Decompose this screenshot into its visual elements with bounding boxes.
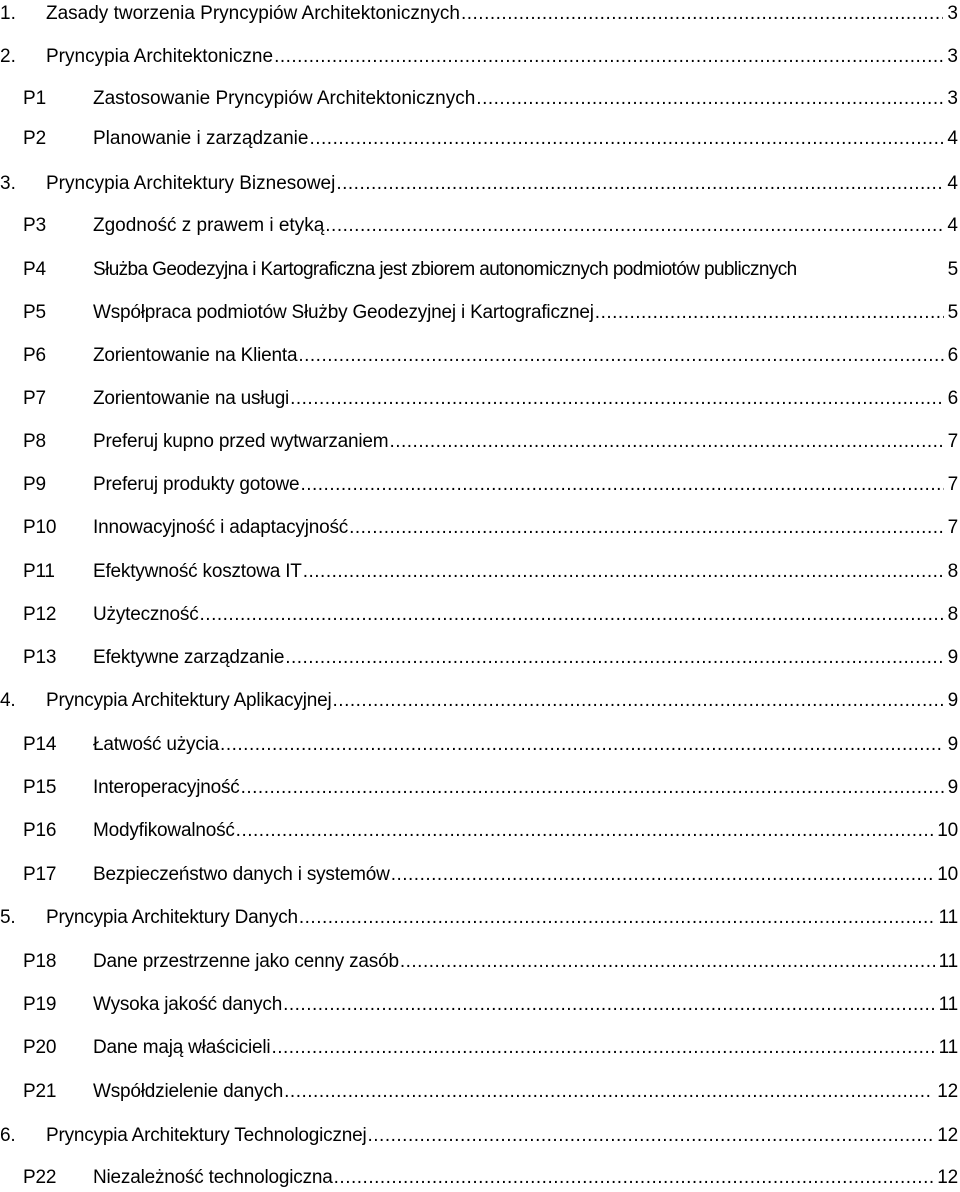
toc-entry-number: P10 (23, 517, 57, 538)
toc-entry-number: P3 (23, 215, 47, 236)
toc-entry-title: Dane przestrzenne jako cenny zasób (93, 951, 399, 972)
dot-leader (476, 86, 943, 112)
toc-entry-line (46, 171, 958, 197)
toc-entry-line (93, 602, 958, 628)
toc-entry-line (93, 472, 958, 498)
toc-entry-p16[interactable] (0, 818, 960, 844)
toc-entry-line (93, 1035, 958, 1061)
toc-entry-line (46, 1, 958, 27)
toc-entry-line (93, 343, 958, 369)
toc-entry-page: 4 (947, 215, 958, 236)
toc-entry-title: Zastosowanie Pryncypiów Architektonicznych (93, 88, 476, 109)
toc-entry-p20[interactable] (0, 1035, 960, 1061)
dot-leader (283, 992, 935, 1018)
dot-leader (285, 645, 943, 671)
toc-entry-number: P12 (23, 604, 57, 625)
toc-entry-title: Efektywność kosztowa IT (93, 561, 302, 582)
toc-entry-line (93, 732, 958, 758)
toc-entry-title: Efektywne zarządzanie (93, 647, 285, 668)
toc-entry-line (93, 818, 958, 844)
toc-entry-title: Niezależność technologiczna (93, 1167, 333, 1188)
toc-entry-line (93, 126, 958, 152)
toc-entry-line (46, 688, 958, 714)
toc-entry-page: 8 (947, 561, 958, 582)
toc-entry-title: Innowacyjność i adaptacyjność (93, 517, 349, 538)
toc-entry-page: 7 (947, 474, 958, 495)
toc-entry-number: P6 (23, 345, 46, 366)
toc-entry-page: 11 (938, 1037, 958, 1058)
toc-entry-p13[interactable] (0, 645, 960, 671)
dot-leader (298, 343, 943, 369)
toc-entry-number: P21 (23, 1081, 57, 1102)
dot-leader (309, 126, 943, 152)
toc-entry-number: 1. (0, 3, 16, 24)
toc-entry-number: P15 (23, 777, 57, 798)
dot-leader (290, 386, 944, 412)
toc-entry-p14[interactable] (0, 732, 960, 758)
toc-entry-page: 11 (938, 994, 958, 1015)
toc-entry-line (46, 905, 958, 931)
toc-entry-number: P8 (23, 431, 46, 452)
toc-entry-p22[interactable] (0, 1165, 960, 1191)
toc-entry-line (93, 1079, 958, 1105)
toc-entry-line (93, 300, 958, 326)
dot-leader (461, 1, 943, 27)
toc-entry-title: Preferuj kupno przed wytwarzaniem (93, 431, 389, 452)
toc-entry-title: Bezpieczeństwo danych i systemów (93, 864, 390, 885)
toc-entry-title: Zorientowanie na usługi (93, 388, 290, 409)
toc-entry-title: Zasady tworzenia Pryncypiów Architektonicznych (46, 3, 460, 24)
toc-entry-number: 5. (0, 907, 16, 928)
toc-entry-number: P20 (23, 1037, 57, 1058)
toc-entry-page: 4 (947, 128, 958, 149)
toc-entry-p6[interactable] (0, 343, 960, 369)
toc-entry-page: 8 (947, 604, 958, 625)
toc-entry-number: 2. (0, 46, 16, 67)
toc-entry-title: Łatwość użycia (93, 734, 220, 755)
toc-entry-p19[interactable] (0, 992, 960, 1018)
toc-entry-page: 7 (947, 431, 958, 452)
toc-entry-number: 6. (0, 1125, 16, 1146)
toc-entry-1[interactable] (0, 1, 960, 27)
toc-entry-line (93, 862, 958, 888)
toc-entry-line (93, 645, 958, 671)
dot-leader (391, 862, 934, 888)
toc-entry-p10[interactable] (0, 515, 960, 541)
dot-leader (336, 171, 943, 197)
toc-entry-number: P1 (23, 88, 47, 109)
toc-entry-p8[interactable] (0, 429, 960, 455)
toc-entry-title: Pryncypia Architektury Aplikacyjnej (46, 690, 332, 711)
toc-entry-title: Wysoka jakość danych (93, 994, 283, 1015)
toc-entry-title: Zgodność z prawem i etyką (93, 215, 325, 236)
toc-entry-title: Pryncypia Architektury Biznesowej (46, 173, 336, 194)
toc-entry-number: 4. (0, 690, 16, 711)
dot-leader (333, 688, 944, 714)
toc-entry-number: P4 (23, 259, 46, 280)
toc-entry-page: 5 (947, 302, 958, 323)
dot-leader (236, 818, 934, 844)
dot-leader (334, 1165, 934, 1191)
toc-entry-number: P2 (23, 128, 47, 149)
dot-leader (595, 300, 944, 326)
toc-entry-title: Pryncypia Architektury Danych (46, 907, 298, 928)
toc-entry-page: 4 (947, 173, 958, 194)
toc-entry-page: 12 (937, 1081, 958, 1102)
toc-entry-page: 11 (938, 907, 958, 928)
toc-entry-page: 6 (947, 388, 958, 409)
toc-entry-p11[interactable] (0, 559, 960, 585)
dot-leader (200, 602, 944, 628)
toc-entry-line (93, 213, 958, 239)
toc-entry-p3[interactable] (0, 213, 960, 239)
toc-entry-2[interactable] (0, 44, 960, 70)
toc-entry-p1[interactable] (0, 86, 960, 112)
toc-entry-page: 6 (947, 345, 958, 366)
toc-entry-title: Służba Geodezyjna i Kartograficzna jest zbiorem autonomicznych podmiotów publicznych (93, 259, 797, 280)
toc-entry-line (93, 429, 958, 455)
toc-entry-p21[interactable] (0, 1079, 960, 1105)
toc-entry-title: Współdzielenie danych (93, 1081, 284, 1102)
toc-entry-3[interactable] (0, 171, 960, 197)
toc-entry-line (93, 775, 958, 801)
dot-leader (389, 429, 943, 455)
toc-entry-page: 9 (947, 777, 958, 798)
toc-entry-number: P7 (23, 388, 46, 409)
toc-entry-p2[interactable] (0, 126, 960, 152)
toc-entry-p17[interactable] (0, 862, 960, 888)
toc-entry-number: P19 (23, 994, 57, 1015)
toc-entry-number: 3. (0, 173, 16, 194)
toc-entry-page: 5 (947, 259, 958, 280)
toc-entry-p12[interactable] (0, 602, 960, 628)
toc-entry-number: P14 (23, 734, 57, 755)
toc-entry-page: 9 (947, 690, 958, 711)
dot-leader (284, 1079, 933, 1105)
toc-entry-line (93, 386, 958, 412)
toc-entry-p5[interactable] (0, 300, 960, 326)
toc-entry-number: P13 (23, 647, 57, 668)
toc-entry-title: Interoperacyjność (93, 777, 240, 798)
toc-entry-number: P22 (23, 1167, 57, 1188)
toc-entry-line (93, 515, 958, 541)
dot-leader (300, 472, 943, 498)
toc-entry-page: 3 (947, 88, 958, 109)
toc-entry-page: 12 (937, 1125, 958, 1146)
toc-entry-page: 3 (947, 46, 958, 67)
toc-entry-page: 12 (937, 1167, 958, 1188)
toc-entry-title: Modyfikowalność (93, 820, 235, 841)
toc-entry-page: 11 (938, 951, 958, 972)
toc-entry-title: Preferuj produkty gotowe (93, 474, 300, 495)
toc-entry-6[interactable] (0, 1123, 960, 1149)
toc-entry-line (46, 1123, 958, 1149)
toc-entry-line (93, 949, 958, 975)
toc-entry-page: 10 (937, 864, 958, 885)
toc-entry-p9[interactable] (0, 472, 960, 498)
toc-entry-title: Dane mają właścicieli (93, 1037, 271, 1058)
toc-entry-number: P16 (23, 820, 57, 841)
toc-entry-page: 3 (947, 3, 958, 24)
toc-entry-number: P18 (23, 951, 57, 972)
dot-leader (303, 559, 944, 585)
toc-entry-line (93, 559, 958, 585)
toc-entry-title: Pryncypia Architektury Technologicznej (46, 1125, 367, 1146)
dot-leader (241, 775, 944, 801)
toc-entry-p7[interactable] (0, 386, 960, 412)
toc-entry-number: P9 (23, 474, 46, 495)
toc-entry-line (93, 257, 958, 283)
toc-entry-number: P5 (23, 302, 46, 323)
dot-leader (271, 1035, 934, 1061)
toc-entry-p18[interactable] (0, 949, 960, 975)
dot-leader (400, 949, 935, 975)
dot-leader (368, 1123, 934, 1149)
toc-entry-number: P11 (23, 561, 55, 582)
dot-leader (274, 44, 943, 70)
dot-leader (349, 515, 944, 541)
toc-entry-p4[interactable] (0, 257, 960, 283)
toc-entry-title: Planowanie i zarządzanie (93, 128, 309, 149)
toc-entry-line (46, 44, 958, 70)
dot-leader (220, 732, 944, 758)
dot-leader (299, 905, 935, 931)
dot-leader (325, 213, 943, 239)
toc-entry-line (93, 1165, 958, 1191)
toc-entry-4[interactable] (0, 688, 960, 714)
toc-entry-page: 7 (947, 517, 958, 538)
toc-entry-title: Pryncypia Architektoniczne (46, 46, 274, 67)
toc-entry-5[interactable] (0, 905, 960, 931)
toc-entry-page: 9 (947, 734, 958, 755)
toc-entry-page: 10 (937, 820, 958, 841)
toc-entry-title: Współpraca podmiotów Służby Geodezyjnej i Kartograficznej (93, 302, 594, 323)
toc-entry-p15[interactable] (0, 775, 960, 801)
toc-entry-page: 9 (947, 647, 958, 668)
toc-entry-title: Użyteczność (93, 604, 199, 625)
toc-entry-title: Zorientowanie na Klienta (93, 345, 298, 366)
toc-entry-line (93, 86, 958, 112)
toc-entry-line (93, 992, 958, 1018)
toc-entry-number: P17 (23, 864, 57, 885)
